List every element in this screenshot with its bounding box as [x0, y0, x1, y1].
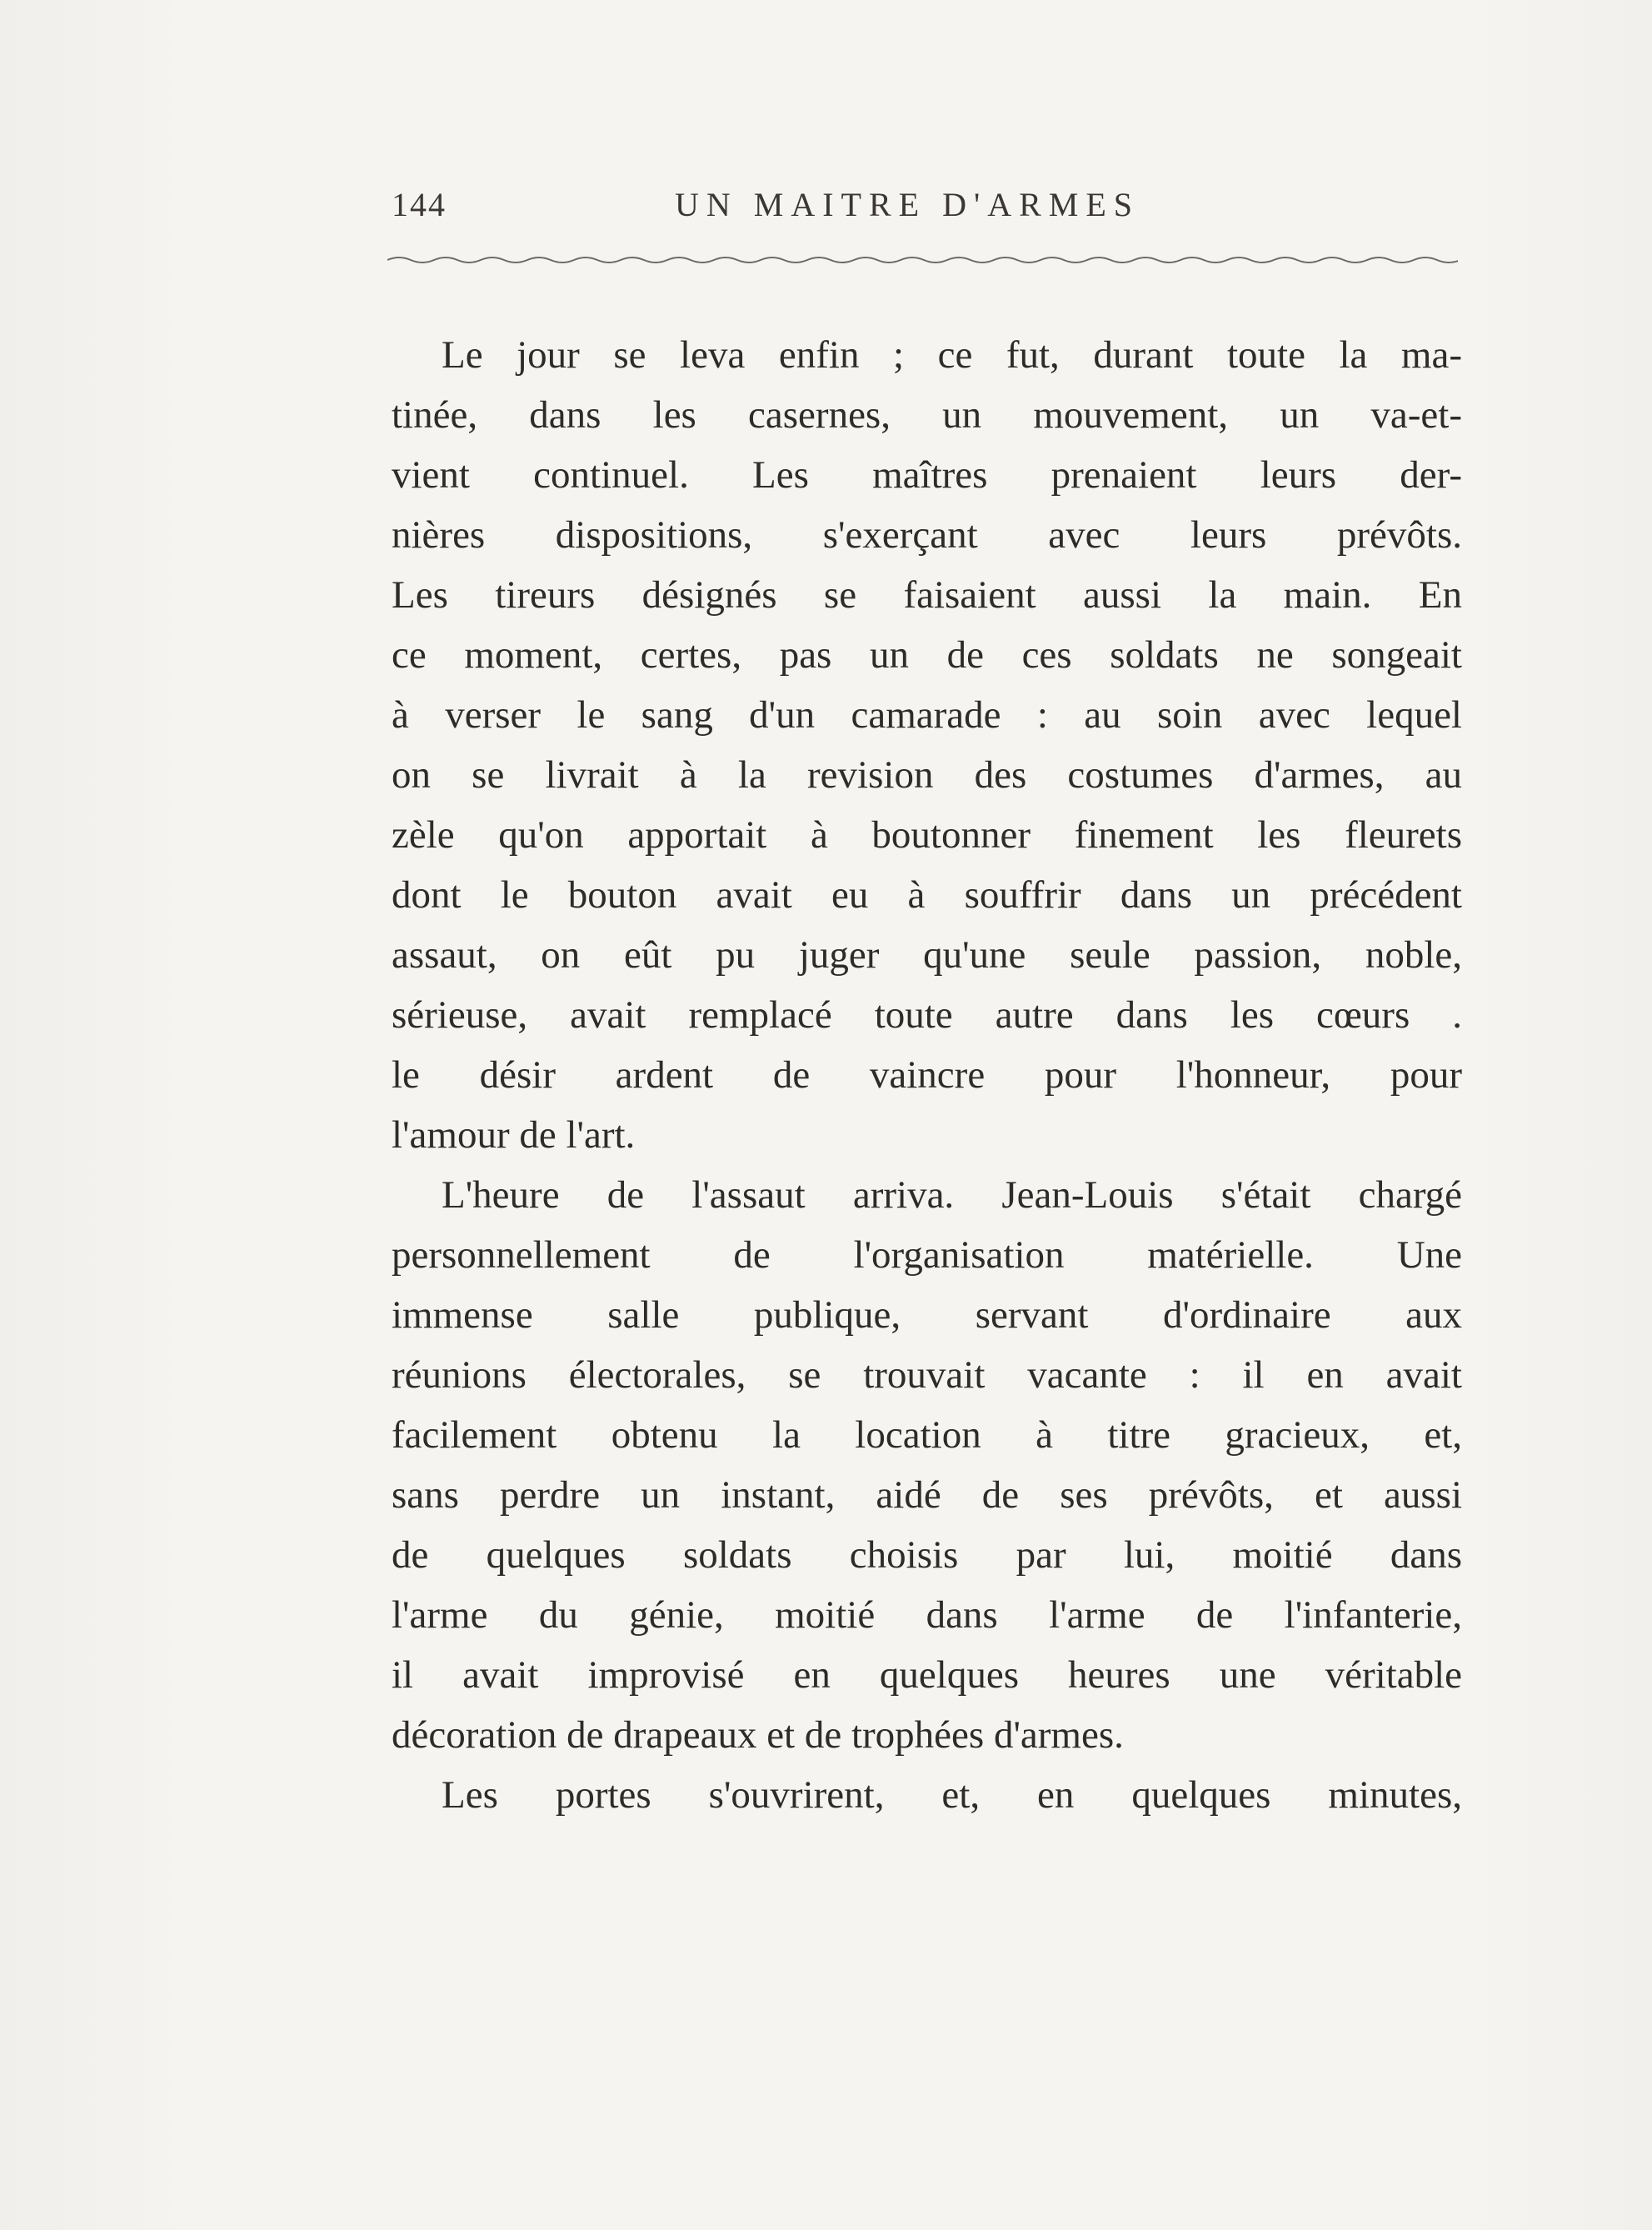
text-line: assaut, on eût pu juger qu'une seule passion, noble, — [392, 933, 1462, 977]
text-line: le désir ardent de vaincre pour l'honneur, pour — [392, 1053, 1462, 1097]
text-line: réunions électorales, se trouvait vacante : il en avait — [392, 1353, 1462, 1397]
text-line: sérieuse, avait remplacé toute autre dans les cœurs . — [392, 993, 1462, 1037]
text-line: tinée, dans les casernes, un mouvement, un va-et- — [392, 393, 1462, 437]
text-line: à verser le sang d'un camarade : au soin avec lequel — [392, 693, 1462, 737]
text-line: de quelques soldats choisis par lui, moitié dans — [392, 1533, 1462, 1577]
text-line: Le jour se leva enfin ; ce fut, durant toute la ma- — [442, 333, 1462, 377]
text-line: vient continuel. Les maîtres prenaient leurs der- — [392, 453, 1462, 497]
running-title: UN MAITRE D'ARMES — [675, 186, 1140, 223]
text-line: on se livrait à la revision des costumes d'armes, au — [392, 753, 1462, 797]
text-line: Les tireurs désignés se faisaient aussi la main. En — [392, 573, 1462, 617]
text-line: nières dispositions, s'exerçant avec leurs prévôts. — [392, 513, 1462, 557]
text-line: Les portes s'ouvrirent, et, en quelques minutes, — [442, 1773, 1462, 1817]
text-line: zèle qu'on apportait à boutonner finement les fleurets — [392, 813, 1462, 857]
text-line: facilement obtenu la location à titre gracieux, et, — [392, 1413, 1462, 1457]
text-line: ce moment, certes, pas un de ces soldats ne songeait — [392, 633, 1462, 677]
text-line: l'arme du génie, moitié dans l'arme de l'infanterie, — [392, 1593, 1462, 1637]
text-line: immense salle publique, servant d'ordinaire aux — [392, 1293, 1462, 1337]
text-line: sans perdre un instant, aidé de ses prévôts, et aussi — [392, 1473, 1462, 1517]
text-line: décoration de drapeaux et de trophées d'armes. — [392, 1713, 1124, 1757]
running-head — [392, 185, 1458, 243]
page-number: 144 — [392, 186, 447, 223]
body-text — [392, 325, 1462, 1825]
text-line: l'amour de l'art. — [392, 1113, 636, 1157]
text-line: personnellement de l'organisation matérielle. Une — [392, 1233, 1462, 1277]
wavy-rule-ornament — [387, 250, 1458, 270]
text-line: dont le bouton avait eu à souffrir dans un précédent — [392, 873, 1462, 917]
text-line: L'heure de l'assaut arriva. Jean-Louis s'était chargé — [442, 1173, 1462, 1217]
text-line: il avait improvisé en quelques heures une véritable — [392, 1653, 1462, 1697]
